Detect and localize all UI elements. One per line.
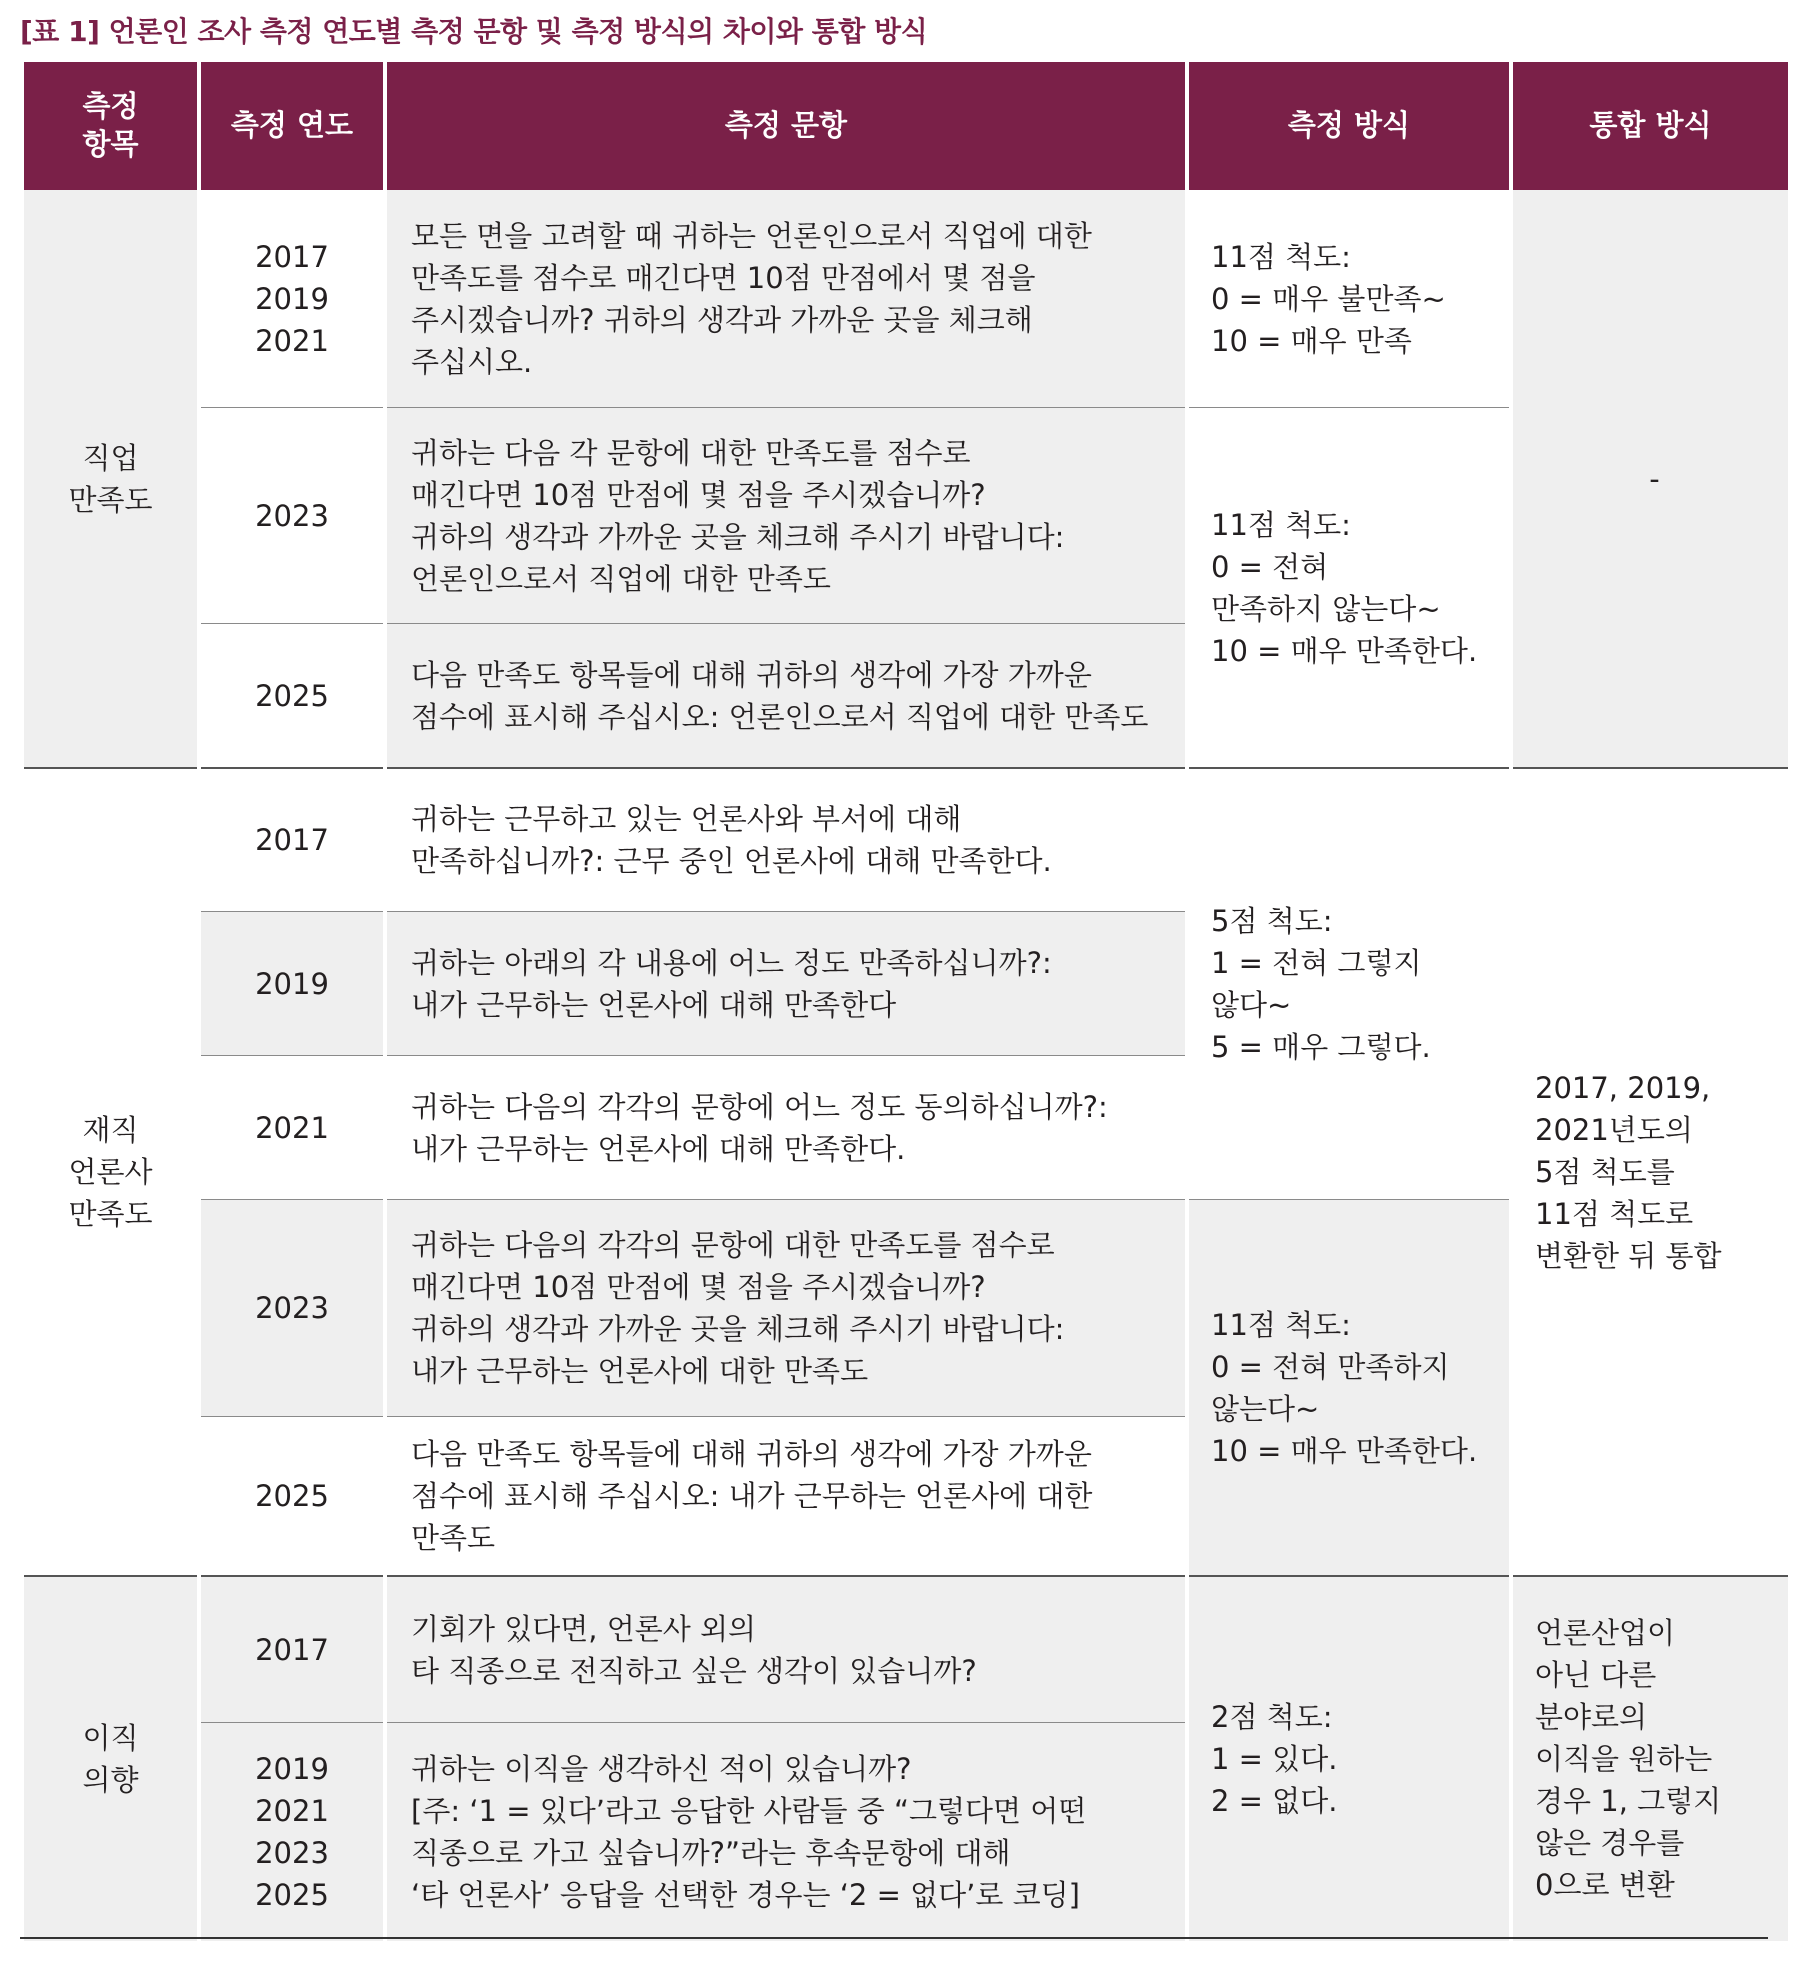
category-job-satisfaction: 직업 만족도 (24, 190, 197, 769)
table-caption: [표 1] 언론인 조사 측정 연도별 측정 문항 및 측정 방식의 차이와 통합 방식 (20, 15, 928, 48)
year-cell: 2023 (201, 1200, 383, 1417)
question-cell: 귀하는 다음의 각각의 문항에 대한 만족도를 점수로 매긴다면 10점 만점에 몇 점을 주시겠습니까? 귀하의 생각과 가까운 곳을 체크해 주시기 바랍니다: 내가 근무하는 언론사에 대한 만족도 (387, 1200, 1185, 1417)
category-employer-satisfaction: 재직 언론사 만족도 (24, 769, 197, 1577)
method-cell: 11점 척도: 0 = 매우 불만족~ 10 = 매우 만족 (1189, 190, 1509, 408)
header-integration: 통합 방식 (1513, 62, 1788, 190)
table-row (24, 1577, 1788, 1723)
category-turnover-intention: 이직 의향 (24, 1577, 197, 1941)
integration-cell: - (1513, 190, 1788, 769)
year-cell: 2019 (201, 912, 383, 1056)
year-cell: 2025 (201, 1417, 383, 1577)
year-cell: 2025 (201, 624, 383, 769)
year-cell: 2021 (201, 1056, 383, 1200)
question-cell: 다음 만족도 항목들에 대해 귀하의 생각에 가장 가까운 점수에 표시해 주십시오: 언론인으로서 직업에 대한 만족도 (387, 624, 1185, 769)
method-cell: 5점 척도: 1 = 전혀 그렇지 않다~ 5 = 매우 그렇다. (1189, 769, 1509, 1200)
header-row (24, 62, 1788, 190)
question-cell: 기회가 있다면, 언론사 외의 타 직종으로 전직하고 싶은 생각이 있습니까? (387, 1577, 1185, 1723)
integration-cell: 2017, 2019, 2021년도의 5점 척도를 11점 척도로 변환한 뒤 통합 (1513, 769, 1788, 1577)
question-cell: 귀하는 근무하고 있는 언론사와 부서에 대해 만족하십니까?: 근무 중인 언론사에 대해 만족한다. (387, 769, 1185, 912)
year-cell: 2017 (201, 769, 383, 912)
question-cell: 귀하는 이직을 생각하신 적이 있습니까? [주: ‘1 = 있다’라고 응답한 사람들 중 “그렇다면 어떤 직종으로 가고 싶습니까?”라는 후속문항에 대해 ‘타 언론사’ 응답을 선택한 경우는 ‘2 = 없다’로 코딩] (387, 1723, 1185, 1941)
table-row (24, 190, 1788, 408)
method-cell: 2점 척도: 1 = 있다. 2 = 없다. (1189, 1577, 1509, 1941)
table-bottom-rule (20, 1937, 1768, 1939)
header-item: 측정 항목 (24, 62, 197, 190)
year-cell: 2019 2021 2023 2025 (201, 1723, 383, 1941)
question-cell: 귀하는 다음 각 문항에 대한 만족도를 점수로 매긴다면 10점 만점에 몇 점을 주시겠습니까? 귀하의 생각과 가까운 곳을 체크해 주시기 바랍니다: 언론인으로서 직업에 대한 만족도 (387, 408, 1185, 624)
header-method: 측정 방식 (1189, 62, 1509, 190)
question-cell: 귀하는 아래의 각 내용에 어느 정도 만족하십니까?: 내가 근무하는 언론사에 대해 만족한다 (387, 912, 1185, 1056)
table-row (24, 769, 1788, 912)
integration-cell: 언론산업이 아닌 다른 분야로의 이직을 원하는 경우 1, 그렇지 않은 경우를 0으로 변환 (1513, 1577, 1788, 1941)
measurement-table (20, 62, 1792, 1941)
year-cell: 2023 (201, 408, 383, 624)
year-cell: 2017 (201, 1577, 383, 1723)
method-cell: 11점 척도: 0 = 전혀 만족하지 않는다~ 10 = 매우 만족한다. (1189, 1200, 1509, 1577)
year-cell: 2017 2019 2021 (201, 190, 383, 408)
header-year: 측정 연도 (201, 62, 383, 190)
method-cell: 11점 척도: 0 = 전혀 만족하지 않는다~ 10 = 매우 만족한다. (1189, 408, 1509, 769)
question-cell: 귀하는 다음의 각각의 문항에 어느 정도 동의하십니까?: 내가 근무하는 언론사에 대해 만족한다. (387, 1056, 1185, 1200)
question-cell: 모든 면을 고려할 때 귀하는 언론인으로서 직업에 대한 만족도를 점수로 매긴다면 10점 만점에서 몇 점을 주시겠습니까? 귀하의 생각과 가까운 곳을 체크해 주십시오. (387, 190, 1185, 408)
question-cell: 다음 만족도 항목들에 대해 귀하의 생각에 가장 가까운 점수에 표시해 주십시오: 내가 근무하는 언론사에 대한 만족도 (387, 1417, 1185, 1577)
header-question: 측정 문항 (387, 62, 1185, 190)
